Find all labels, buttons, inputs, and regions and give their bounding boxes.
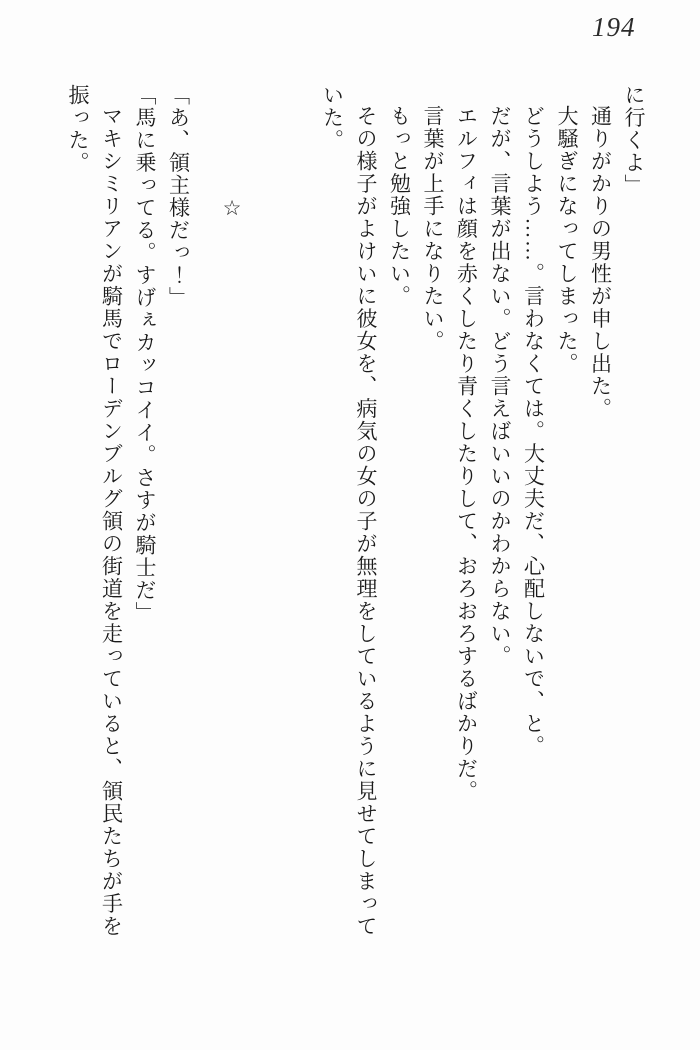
page-text (46, 84, 650, 940)
text-line: もっと勉強したい。 (387, 105, 412, 308)
text-line: どうしよう……。言わなくては。大丈夫だ、心配しないで、と。 (521, 105, 546, 758)
page-number: 194 (592, 12, 636, 42)
text-line: 通りがかりの男性が申し出た。 (588, 105, 613, 420)
text-line: エルフィは顔を赤くしたり青くしたりして、おろおろするばかりだ。 (454, 105, 479, 803)
text-line-dialogue: 「馬に乗ってる。すげぇカッコイイ。さすが騎士だ」 (133, 84, 157, 624)
text-line: 大騒ぎになってしまった。 (555, 105, 579, 375)
text-line: マキシミリアンが騎馬でローデンブルグ領の街道を走っていると、領民たちが手を振った。 (66, 84, 124, 938)
text-line-quote-continuation: に行くよ」 (622, 84, 646, 197)
text-line: だが、言葉が出ない。どう言えばいいのかわからない。 (488, 105, 512, 668)
section-separator-star-icon: ☆ (220, 196, 244, 222)
text-line: 言葉が上手になりたい。 (421, 105, 445, 353)
text-line-dialogue: 「あ、領主様だっ！」 (166, 84, 191, 309)
text-line: その様子がよけいに彼女を、病気の女の子が無理をしているように見せてしまっていた。 (320, 84, 378, 938)
